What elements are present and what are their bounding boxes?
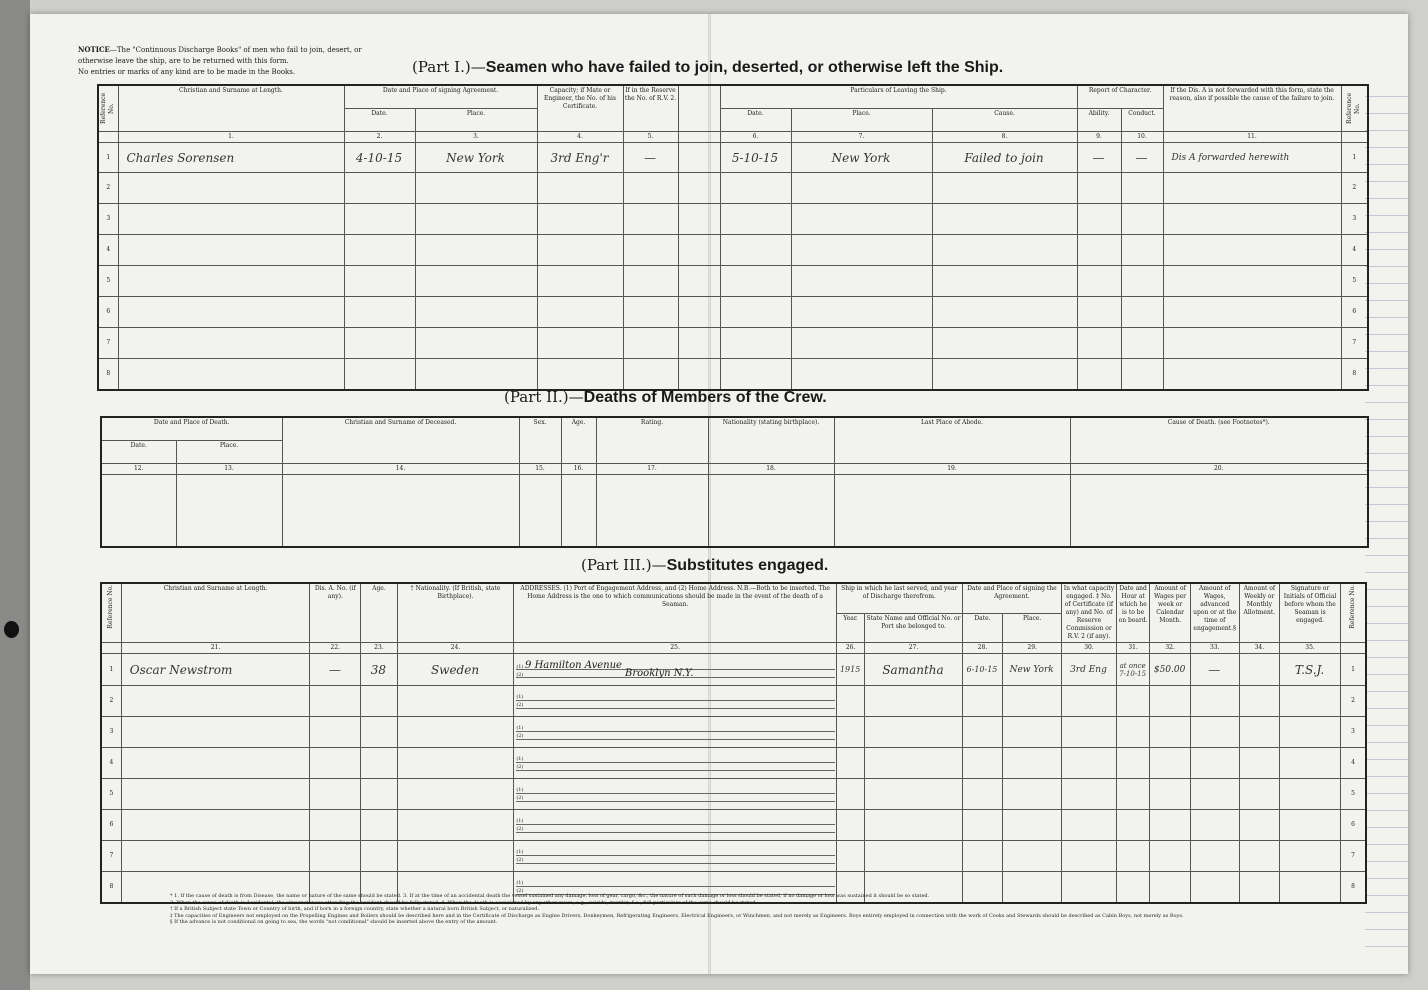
table-row: 8 (1) (2) 8 (101, 872, 1366, 903)
death-cause-header: Cause of Death. (see Footnotes*). (1070, 417, 1368, 464)
address-line-1: 9 Hamilton Avenue (525, 659, 622, 671)
notice-heading: NOTICE (78, 45, 110, 54)
table-row: 3 3 (98, 204, 1368, 235)
leave-cause: Failed to join (932, 143, 1077, 173)
discharge-year: 1915 (836, 654, 864, 686)
advance-header: Amount of Wages, advanced upon or at the time of engagement.§ (1190, 583, 1239, 643)
p3-signature: T.S.J. (1280, 654, 1341, 686)
datehour-header: Date and Hour at which he is to be on board. (1116, 583, 1149, 643)
ref-header-p3: Reference No. (101, 583, 121, 643)
capacity: 3rd Eng'r (537, 143, 623, 173)
ref-header-right: Reference No. (1341, 85, 1368, 132)
table-row: 5 5 (98, 266, 1368, 297)
footnote: ‡ The capacities of Engineers not employed on the Propelling Engines and Boilers should be described here and in the Certificate of Discharge as Engine Drivers, Donkeymen, Refrigerating Engineers, Electrical Engineers, or Winchmen, and not merely as Engineers. Boys entirely employed in connection with the work of Cooks and Stewards should be described as Cabin Boys, not merely as Boys. (170, 912, 1184, 919)
p3-datehour: at once 7-10-15 (1116, 654, 1149, 686)
footnote: † If a British Subject state Town or Country of birth, and if born in a foreign country, state whether a natural born British Subject, or naturalized. (170, 906, 540, 912)
p3-sign-date: 6-10-15 (962, 654, 1003, 686)
disa-no: — (310, 654, 361, 686)
table-row: 2 2 (98, 173, 1368, 204)
part2-colnums: 12. 13. 14. 15. 16. 17. 18. 19. 20. (101, 464, 1368, 475)
sign-place-header-p3: Place. (1003, 613, 1062, 642)
table-row: 6 6 (98, 297, 1368, 328)
sign-place-header: Place. (415, 109, 537, 132)
capacity-header-p3: In what capacity engaged. ‡ No. of Certificate (if any) and No. of Reserve Commission or R.V. 2 (if any). (1062, 583, 1117, 643)
wages-header: Amount of Wages per week or Calendar Month. (1150, 583, 1191, 643)
part3-table (100, 582, 1367, 904)
sign-date-header-p3: Date. (962, 613, 1003, 642)
leave-place: New York (791, 143, 932, 173)
reserve-header: If in the Reserve the No. of R.V. 2. (623, 85, 678, 132)
leave-date-header: Date. (720, 109, 791, 132)
conduct: — (1121, 143, 1163, 173)
table-row: 2 (1) (2) 2 (101, 686, 1366, 717)
sign-place: New York (415, 143, 537, 173)
abode-header: Last Place of Abode. (834, 417, 1070, 464)
ref-header: Reference No. (98, 85, 118, 132)
seaman-name: Charles Sorensen (118, 143, 344, 173)
age-header: Age. (561, 417, 596, 464)
name-header: Christian and Surname at Length. (118, 85, 344, 132)
table-row: 5 (1) (2) 5 (101, 779, 1366, 810)
rating-header: Rating. (596, 417, 708, 464)
p3-wages: $50.00 (1150, 654, 1191, 686)
sign-date: 4-10-15 (344, 143, 415, 173)
table-row: 1 Oscar Newstrom — 38 Sweden (1) 9 Hamilton Avenue (2) Brooklyn N.Y. 1915 Samantha 6-10-15 New York 3rd Eng at once 7-10-15 $50.00 — T.S.J. 1 (101, 654, 1366, 686)
notice-text-2: No entries or marks of any kind are to be made in the Books. (78, 68, 296, 76)
part3-heading: Substitutes engaged. (666, 557, 829, 574)
part2-heading: Deaths of Members of the Crew. (583, 389, 827, 406)
table-row: 3 (1) (2) 3 (101, 717, 1366, 748)
p3-capacity: 3rd Eng (1062, 654, 1117, 686)
table-row (101, 475, 1368, 548)
cause-header: Cause. (932, 109, 1077, 132)
leaving-header: Particulars of Leaving the Ship. (720, 85, 1077, 109)
deceased-name-header: Christian and Surname of Deceased. (282, 417, 519, 464)
table-row: 8 8 (98, 359, 1368, 390)
part3-colnums: 21. 22. 23. 24. 25. 26. 27. 28. 29. 30. 31. 32. 33. 34. 35. (101, 643, 1366, 654)
part3-prefix: (Part III.)— (581, 556, 667, 574)
allotment-header: Amount of Weekly or Monthly Allotment. (1239, 583, 1280, 643)
part2-table (100, 416, 1369, 548)
ref-header-p3-right: Reference No. (1341, 583, 1367, 643)
substitute-age: 38 (361, 654, 398, 686)
signing-header: Date and Place of signing Agreement. (344, 85, 537, 109)
table-row: 7 (1) (2) 7 (101, 841, 1366, 872)
table-row: 6 (1) (2) 6 (101, 810, 1366, 841)
forwarded-note: Dis A forwarded herewith (1163, 143, 1341, 173)
ability-header: Ability. (1077, 109, 1121, 132)
leave-date: 5-10-15 (720, 143, 791, 173)
ability: — (1077, 143, 1121, 173)
part1-colnums: 1. 2. 3. 4. 5. 6. 7. 8. 9. 10. 11. (98, 132, 1368, 143)
death-dateplace-header: Date and Place of Death. (101, 417, 282, 441)
table-row: 4 4 (98, 235, 1368, 266)
conduct-header: Conduct. (1121, 109, 1163, 132)
notice-text: —The "Continuous Discharge Books" of men who fail to join, desert, or otherwise leave the ship, are to be returned with this form. (78, 46, 362, 65)
background-edge (0, 0, 30, 990)
part2-title (504, 388, 827, 407)
death-date-header: Date. (101, 441, 176, 464)
sign-date-header: Date. (344, 109, 415, 132)
death-place-header: Place. (176, 441, 282, 464)
address-cell: (1) 9 Hamilton Avenue (2) Brooklyn N.Y. (514, 654, 837, 686)
capacity-header: Capacity; if Mate or Engineer, the No. of his Certificate. (537, 85, 623, 132)
nationality-header-p3: † Nationality. (If British, state Birthplace). (397, 583, 514, 643)
table-row: 1 Charles Sorensen 4-10-15 New York 3rd Eng'r — 5-10-15 New York Failed to join — — Dis A forwarded herewith 1 (98, 143, 1368, 173)
lastship-header: Ship in which he last served, and year of Discharge therefrom. (836, 583, 962, 613)
part2-prefix: (Part II.)— (504, 388, 584, 406)
footnote: * 1. If the cause of death is from Disease, the name or nature of the same should be stated. 3. If at the time of an accidental death the vessel sustained any damage, loss of gear, cargo, &c., the nature of such damage or loss should be stated, if no damage or loss was sustained it should be so stated. (170, 893, 930, 899)
blank-header (678, 85, 720, 132)
forwarded-header: If the Dis. A is not forwarded with this form, state the reason, also if possible the cause of the failure to join. (1163, 85, 1341, 132)
year-header: Year. (836, 613, 864, 642)
character-header: Report of Character. (1077, 85, 1163, 109)
substitute-name: Oscar Newstrom (121, 654, 310, 686)
table-row: 4 (1) (2) 4 (101, 748, 1366, 779)
signature-header: Signature or Initials of Official before whom the Seaman is engaged. (1280, 583, 1341, 643)
p3-allotment (1239, 654, 1280, 686)
part1-title (412, 58, 1003, 77)
p3-advance: — (1190, 654, 1239, 686)
footnotes (170, 893, 1360, 926)
sex-header: Sex. (519, 417, 561, 464)
last-ship: Samantha (865, 654, 962, 686)
nationality-header: Nationality (stating birthplace). (708, 417, 834, 464)
age-header-p3: Age. (361, 583, 398, 643)
part1-table (97, 84, 1369, 391)
p3-sign-place: New York (1003, 654, 1062, 686)
part1-prefix: (Part I.)— (412, 58, 486, 76)
part3-title (581, 556, 828, 575)
notice (78, 44, 378, 78)
substitute-name-header: Christian and Surname at Length. (121, 583, 310, 643)
addresses-header: ADDRESSES. (1) Port of Engagement Address, and (2) Home Address. N.B.—Both to be inserted. The Home Address is the one to which communications should be made in the event of the death of a Seaman. (514, 583, 837, 643)
substitute-nationality: Sweden (397, 654, 514, 686)
signing-header-p3: Date and Place of signing the Agreement. (962, 583, 1061, 613)
part1-heading: Seamen who have failed to join, deserted, or otherwise left the Ship. (485, 59, 1004, 76)
statename-header: State Name and Official No. or Port she belonged to. (865, 613, 962, 642)
disa-header: Dis. A. No. (if any). (310, 583, 361, 643)
table-row: 7 7 (98, 328, 1368, 359)
leave-place-header: Place. (791, 109, 932, 132)
footnote: § If the advance is not conditional on going to sea, the words "not conditional" should be inserted above the entry of the amount. (170, 919, 498, 925)
punch-hole (4, 621, 19, 638)
ruled-underlay (1365, 80, 1408, 960)
address-line-2: Brooklyn N.Y. (625, 667, 694, 679)
reserve: — (623, 143, 678, 173)
footnote: 2. When the cause of death is Accidental, the circumstances attending the accident should be fully stated. 4. When the death is occasioned by any other cause, e.g., suicide, murder, &c., full particulars of the same should be stated. (170, 899, 757, 906)
